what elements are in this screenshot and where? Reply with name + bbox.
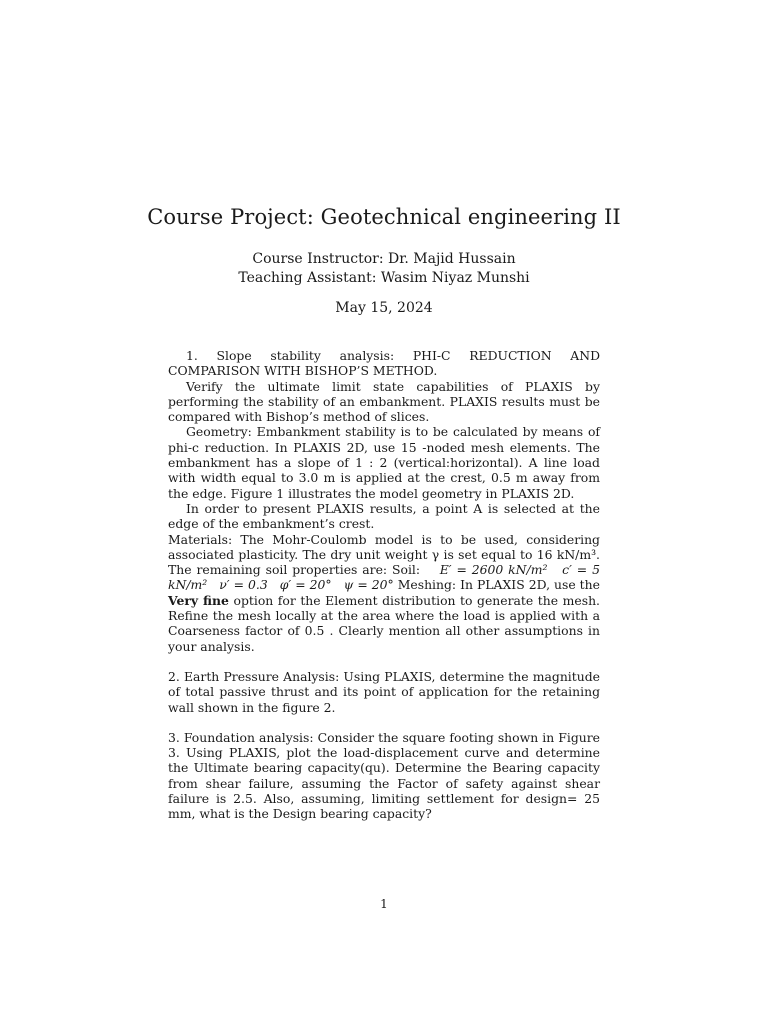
section1-verify-paragraph: Verify the ultimate limit state capabilities of PLAXIS by performing the stability of an embankment. PLAXIS results must be compared with Bishop’s method of slices. xyxy=(168,378,600,425)
teaching-assistant: Teaching Assistant: Wasim Niyaz Munshi xyxy=(238,270,530,286)
course-instructor: Course Instructor: Dr. Majid Hussain xyxy=(252,251,516,267)
meshing-very-fine: Very fine xyxy=(168,592,229,608)
section1-heading: 1. Slope stability analysis: PHI-C REDUCTION AND COMPARISON WITH BISHOP’S METHOD. xyxy=(168,348,600,379)
prop-dilatancy-angle: ψ = 20° xyxy=(343,577,394,593)
document-date: May 15, 2024 xyxy=(335,300,433,316)
meshing-post: option for the Element distribution to generate the mesh. Refine the mesh locally at the area where the load is applied with a Coarseness factor of 0.5 . Clearly mention all other assumptions in your analysis. xyxy=(168,592,600,654)
prop-poisson-ratio: ν′ = 0.3 xyxy=(219,577,268,593)
section1-point-a-paragraph: In order to present PLAXIS results, a point A is selected at the edge of the embankment’s crest. xyxy=(168,500,600,532)
section1-geometry-paragraph: Geometry: Embankment stability is to be calculated by means of phi-c reduction. In PLAXIS 2D, use 15 -noded mesh elements. The embankment has a slope of 1 : 2 (vertical:horizontal). A line load with width equal to 3.0 m is applied at the crest, 0.5 m away from the edge. Figure 1 illustrates the model geometry in PLAXIS 2D. xyxy=(168,424,600,501)
prop-youngs-modulus: E′ = 2600 kN/m² xyxy=(439,562,548,578)
materials-intro: Materials: The Mohr-Coulomb model is to be used, considering associated plasticity. The dry unit weight γ is set equal to 16 kN/m³. The remaining soil properties are: Soil: xyxy=(168,531,600,578)
section3-paragraph: 3. Foundation analysis: Consider the square footing shown in Figure 3. Using PLAXIS, plot the load-displacement curve and determine the Ultimate bearing capacity(qu). Determine the Bearing capacity from shear failure, assuming the Factor of safety against shear failure is 2.5. Also, assuming, limiting settlement for design= 25 mm, what is the Design bearing capacity? xyxy=(168,729,600,822)
section2-paragraph: 2. Earth Pressure Analysis: Using PLAXIS, determine the magnitude of total passive thrust and its point of application for the retaining wall shown in the figure 2. xyxy=(168,668,600,715)
meshing-pre: Meshing: In PLAXIS 2D, use the xyxy=(397,577,600,593)
document-title: Course Project: Geotechnical engineering II xyxy=(147,205,621,229)
prop-friction-angle: φ′ = 20° xyxy=(279,577,332,593)
prop-cohesion: c′ = 5 kN/m² xyxy=(168,562,600,593)
page-number: 1 xyxy=(380,897,388,911)
section1-materials-paragraph xyxy=(168,532,600,654)
document-body xyxy=(168,348,600,822)
